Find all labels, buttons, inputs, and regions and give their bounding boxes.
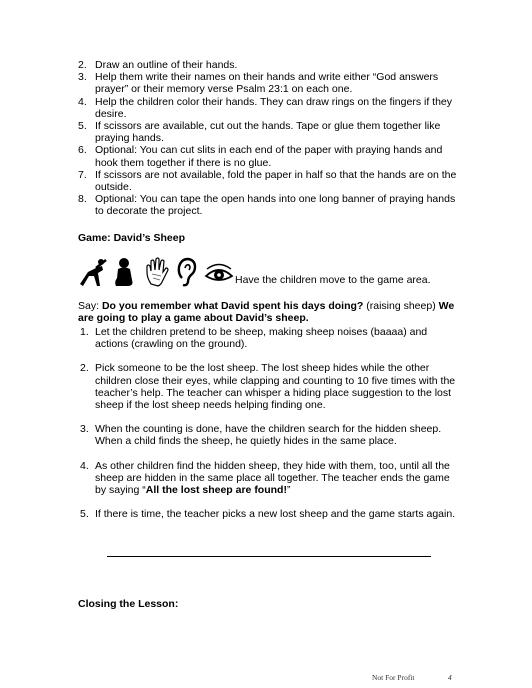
craft-steps-list xyxy=(78,59,458,218)
list-item: 3. Help them write their names on their hands and write either “God answers prayer” or their memory verse Psalm 23:1 on each one. xyxy=(78,71,439,96)
list-item: 2. Pick someone to be the lost sheep. The lost sheep hides while the other children close their eyes, while clapping and counting to 10 five times with the teacher’s help. The teacher can whisper a hiding place suggestion to the lost sheep if the lost sheep needs helping finding one. xyxy=(80,362,456,412)
list-item: 2. Draw an outline of their hands. xyxy=(78,59,238,71)
ear-icon xyxy=(176,256,198,288)
list-item: 4. As other children find the hidden sheep, they hide with them, too, until all the sheep are hidden in the same place all together. The teacher ends the game by saying “All the lost sheep are found!” xyxy=(80,459,450,497)
list-item: 6. Optional: You can cut slits in each end of the paper with praying hands and hook them together if there is no glue. xyxy=(78,144,443,169)
hand-icon xyxy=(144,256,170,288)
eye-icon xyxy=(204,256,234,288)
list-item: 4. Help the children color their hands. They can draw rings on the fingers if they desire. xyxy=(78,95,452,120)
page-number: 4 xyxy=(448,673,452,682)
closing-heading: Closing the Lesson: xyxy=(78,598,179,610)
stretching-person-icon xyxy=(78,256,108,288)
icons-caption: Have the children move to the game area. xyxy=(235,274,431,286)
sensory-icon-row xyxy=(78,256,238,288)
list-item: 7. If scissors are not available, fold the paper in half so that the hands are on the outside. xyxy=(78,168,457,194)
list-item: 3. When the counting is done, have the children search for the hidden sheep. When a child finds the sheep, he quietly hides in the same place. xyxy=(80,423,442,448)
list-item: 5. If scissors are available, cut out the hands. Tape or glue them together like praying hands. xyxy=(78,120,441,145)
footer-note: Not For Profit xyxy=(372,673,415,682)
list-item: 5. If there is time, the teacher picks a new lost sheep and the game starts again. xyxy=(80,508,456,521)
list-item: 1. Let the children pretend to be sheep, making sheep noises (baaaa) and actions (crawling on the ground). xyxy=(80,326,428,351)
game-steps-list xyxy=(78,326,458,532)
game-heading: Game: David’s Sheep xyxy=(78,232,185,244)
list-item: 8. Optional: You can tape the open hands into one long banner of praying hands to decorate the project. xyxy=(78,193,456,218)
kneeling-child-icon xyxy=(112,256,136,288)
say-paragraph: Say: Do you remember what David spent his days doing? (raising sheep) We are going to play a game about David’s sheep. xyxy=(78,300,455,325)
horizontal-rule xyxy=(107,556,431,557)
